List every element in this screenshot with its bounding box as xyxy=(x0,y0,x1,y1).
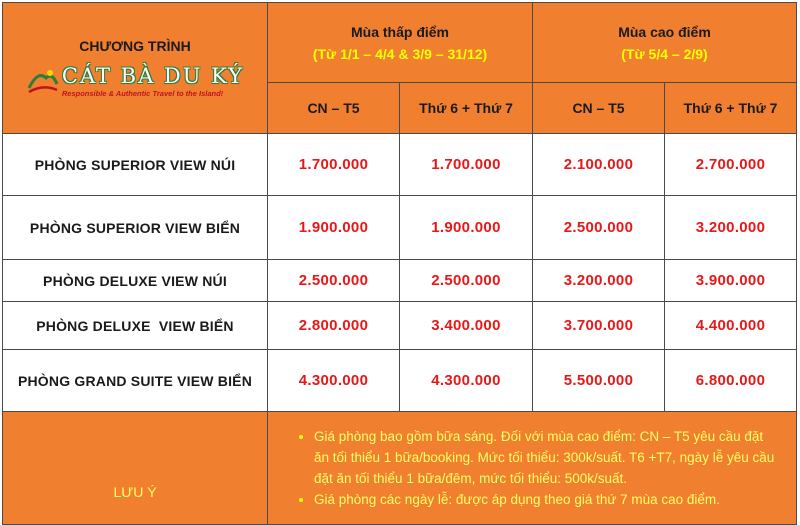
price-high-weekend: 2.700.000 xyxy=(665,134,797,196)
price-high-weekday: 5.500.000 xyxy=(533,350,665,412)
room-name: PHÒNG DELUXE VIEW NÚI xyxy=(3,260,268,302)
price-high-weekday: 2.500.000 xyxy=(533,196,665,260)
high-season-dates: (Từ 5/4 – 2/9) xyxy=(621,45,708,62)
price-low-weekend: 1.700.000 xyxy=(400,134,533,196)
price-low-weekday: 1.700.000 xyxy=(268,134,400,196)
note-item: • Giá phòng bao gồm bữa sáng. Đối với mùa cao điểm: CN – T5 yêu cầu đặt ăn tối thiểu 1 bữa/booking. Mức tối thiểu: 300k/suất. T6 +T7, ngày lễ yêu cầu đặt ăn tối thiểu 1 bữa/đêm, mức tối thiểu: 500k/suất. xyxy=(314,426,778,489)
room-name: PHÒNG SUPERIOR VIEW BIỂN xyxy=(3,196,268,260)
price-high-weekday: 3.200.000 xyxy=(533,260,665,302)
price-high-weekday: 2.100.000 xyxy=(533,134,665,196)
high-season-header xyxy=(533,3,797,83)
logo-tagline: Responsible & Authentic Travel to the Island! xyxy=(61,89,224,98)
notes-label: LƯU Ý xyxy=(113,484,157,500)
program-header-cell xyxy=(3,3,268,134)
price-high-weekend: 3.200.000 xyxy=(665,196,797,260)
price-low-weekend: 4.300.000 xyxy=(400,350,533,412)
low-weekend-header: Thứ 6 + Thứ 7 xyxy=(400,83,533,134)
high-weekday-header: CN – T5 xyxy=(533,83,665,134)
table-row xyxy=(3,260,797,302)
low-season-dates: (Từ 1/1 – 4/4 & 3/9 – 31/12) xyxy=(312,45,488,62)
high-season-title: Mùa cao điểm xyxy=(618,23,711,40)
price-low-weekday: 4.300.000 xyxy=(268,350,400,412)
logo-wordmark: CÁT BÀ DU KÝ xyxy=(61,64,245,88)
room-name: PHÒNG DELUXE VIEW BIỂN xyxy=(3,302,268,350)
notes-label-cell xyxy=(3,412,268,525)
high-weekend-header: Thứ 6 + Thứ 7 xyxy=(665,83,797,134)
price-low-weekday: 2.500.000 xyxy=(268,260,400,302)
low-season-title: Mùa thấp điểm xyxy=(350,23,449,40)
price-low-weekend: 2.500.000 xyxy=(400,260,533,302)
price-high-weekend: 6.800.000 xyxy=(665,350,797,412)
price-high-weekend: 4.400.000 xyxy=(665,302,797,350)
price-low-weekday: 1.900.000 xyxy=(268,196,400,260)
room-name: PHÒNG SUPERIOR VIEW NÚI xyxy=(3,134,268,196)
room-name: PHÒNG GRAND SUITE VIEW BIỂN xyxy=(3,350,268,412)
brand-logo xyxy=(3,64,267,98)
notes-row xyxy=(3,412,797,525)
program-label: CHƯƠNG TRÌNH xyxy=(79,38,191,54)
price-high-weekday: 3.700.000 xyxy=(533,302,665,350)
table-row xyxy=(3,350,797,412)
low-season-header xyxy=(268,3,533,83)
table-row xyxy=(3,302,797,350)
low-weekday-header: CN – T5 xyxy=(268,83,400,134)
notes-list xyxy=(298,426,778,510)
price-table xyxy=(2,2,797,525)
price-low-weekday: 2.800.000 xyxy=(268,302,400,350)
table-row xyxy=(3,196,797,260)
price-low-weekend: 3.400.000 xyxy=(400,302,533,350)
table-row xyxy=(3,134,797,196)
notes-content xyxy=(268,412,797,525)
price-low-weekend: 1.900.000 xyxy=(400,196,533,260)
note-item: • Giá phòng các ngày lễ: được áp dụng theo giá thứ 7 mùa cao điểm. xyxy=(314,489,778,510)
island-logo-icon xyxy=(26,64,60,98)
price-high-weekend: 3.900.000 xyxy=(665,260,797,302)
